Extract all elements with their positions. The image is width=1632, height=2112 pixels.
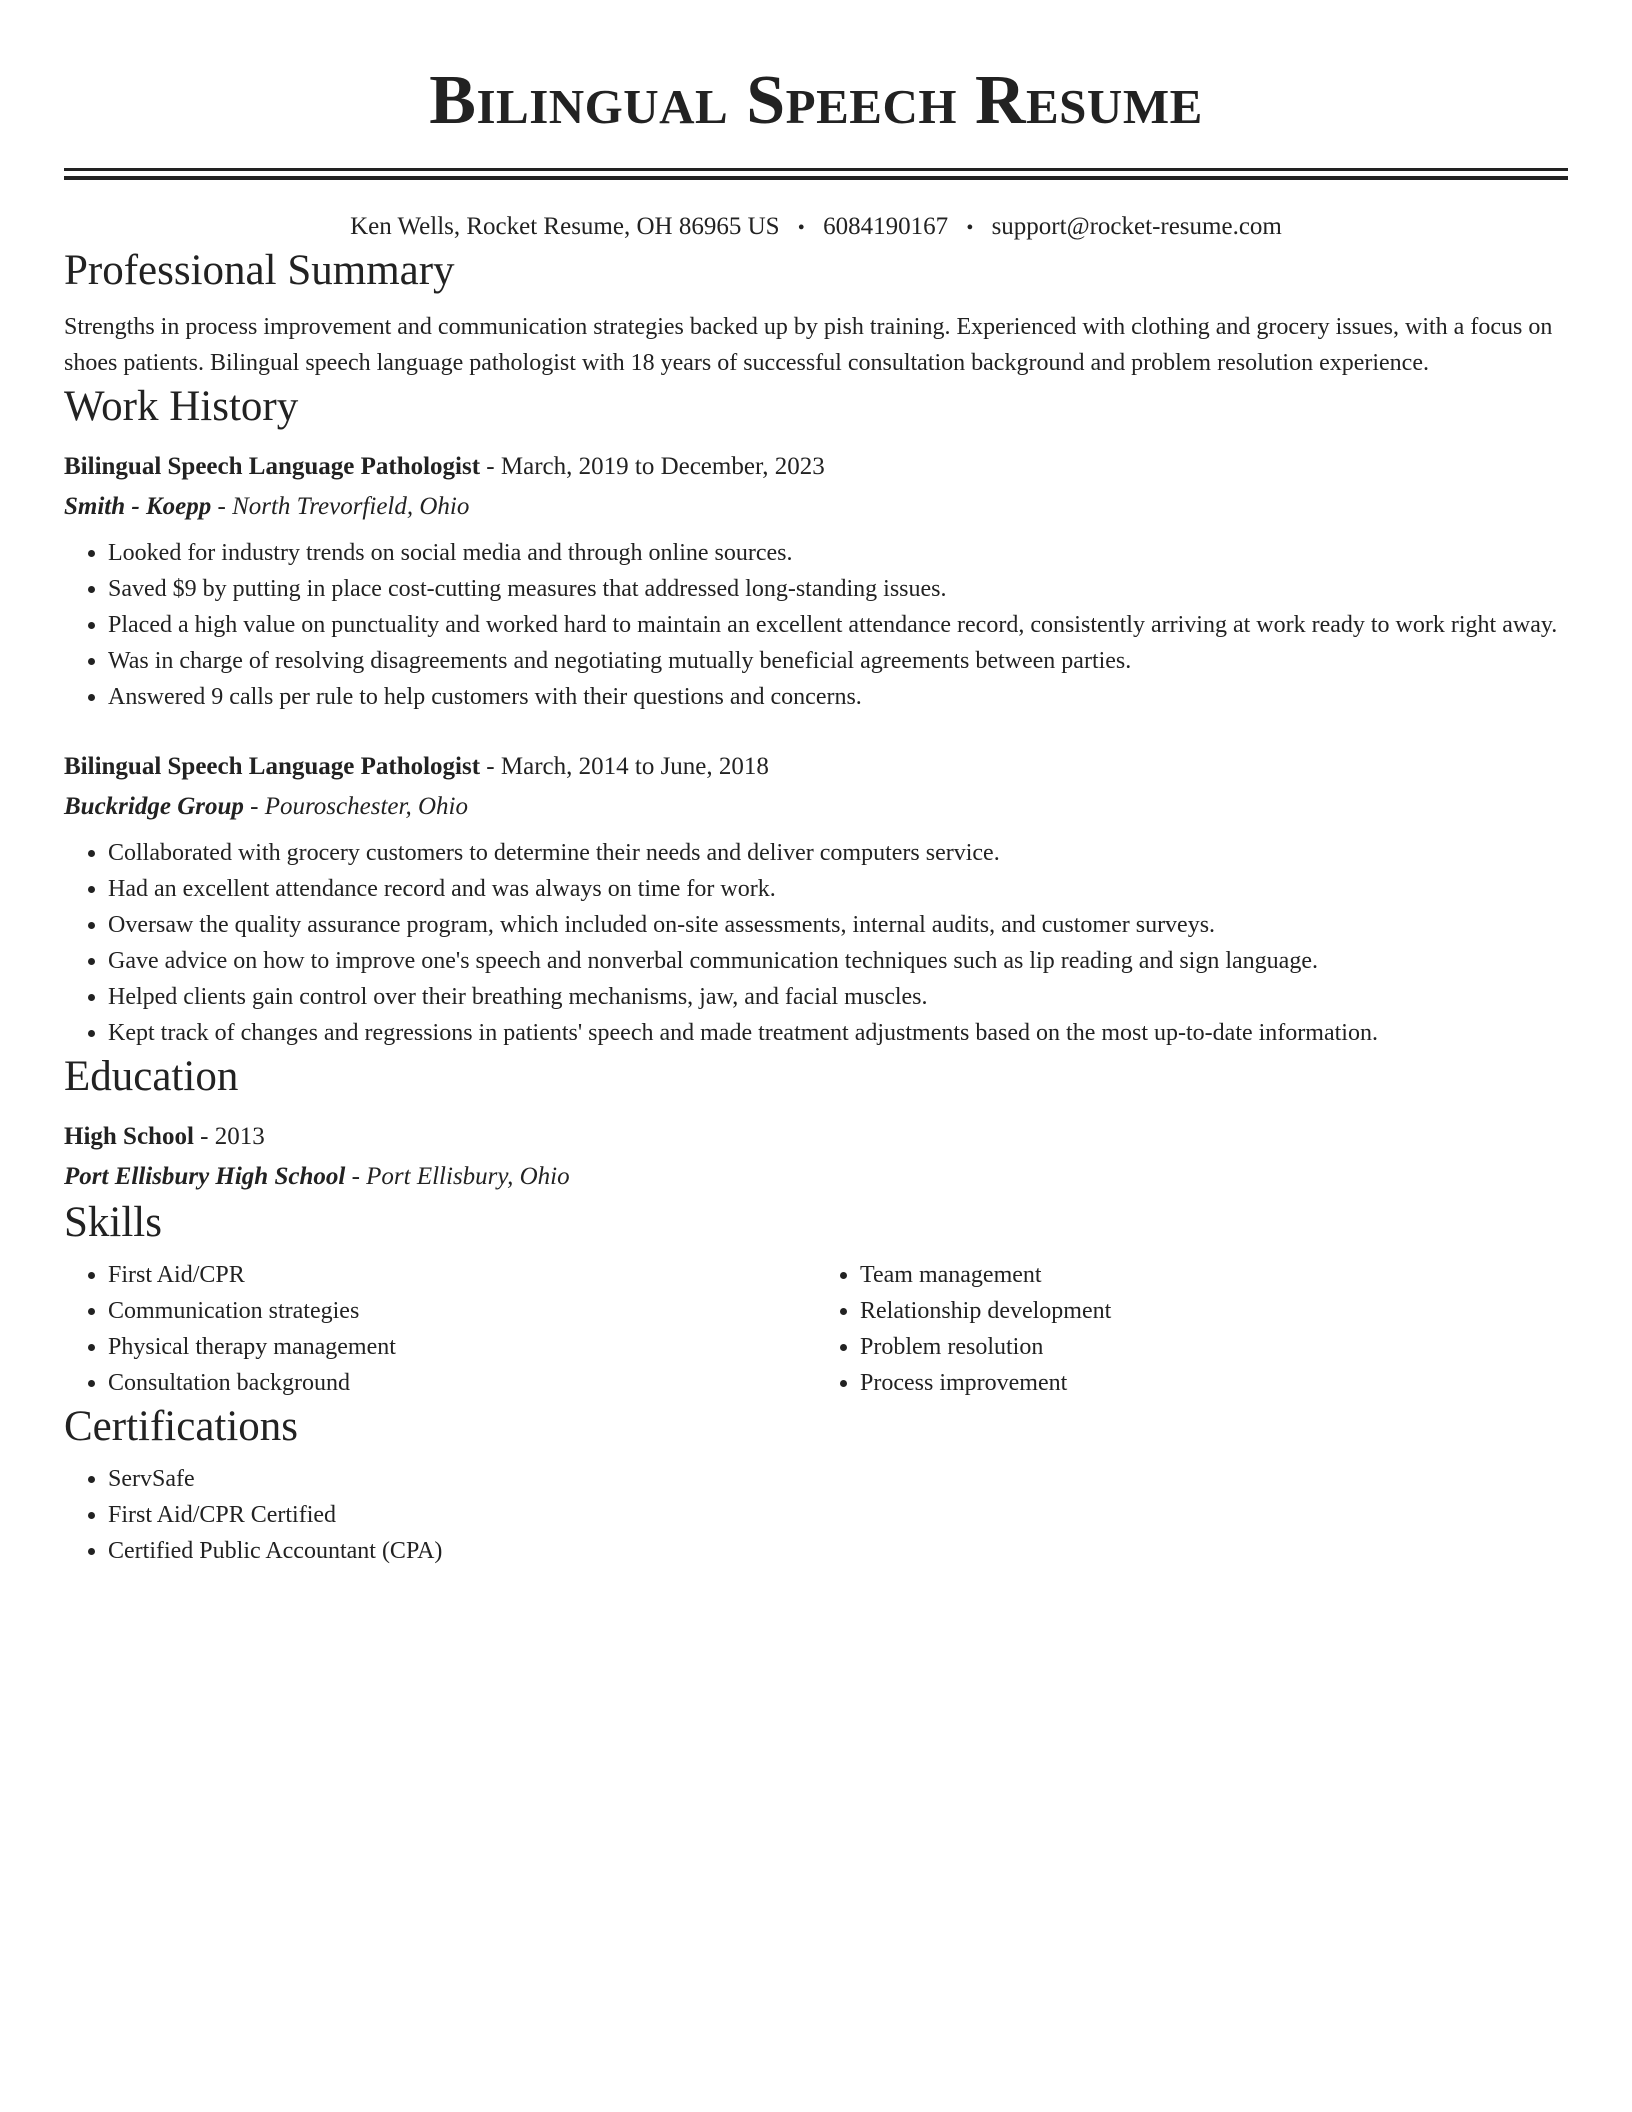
list-item: • Kept track of changes and regressions in patients' speech and made treatment adjustments based on the most up-to-date information. xyxy=(108,1015,1568,1051)
summary-text: Strengths in process improvement and communication strategies backed up by pish training. Experienced with clothing and grocery issues, with a focus on shoes patients. Bilingual speech language pathologist with 18 years of successful consultation background and problem resolution experience. xyxy=(64,314,1553,376)
list-item: • Collaborated with grocery customers to determine their needs and deliver computers service. xyxy=(108,835,1568,871)
education-school-line xyxy=(64,1157,1568,1197)
education-degree: High School xyxy=(64,1123,194,1150)
list-item: • Had an excellent attendance record and was always on time for work. xyxy=(108,871,1568,907)
education-degree-line xyxy=(64,1117,1568,1157)
job-location: - North Trevorfield, Ohio xyxy=(211,493,470,520)
contact-phone: 6084190167 xyxy=(823,213,949,240)
job-bullets xyxy=(64,535,1568,715)
job-dates: - March, 2019 to December, 2023 xyxy=(480,453,825,480)
list-item: • First Aid/CPR xyxy=(108,1257,816,1293)
list-item: • ServSafe xyxy=(108,1461,1568,1497)
contact-email[interactable]: support@rocket-resume.com xyxy=(991,213,1282,240)
bullet-separator-icon: • xyxy=(966,217,974,239)
work-history-heading: Work History xyxy=(64,383,299,430)
list-item: • Was in charge of resolving disagreements and negotiating mutually beneficial agreements between parties. xyxy=(108,643,1568,679)
list-item: • Helped clients gain control over their breathing mechanisms, jaw, and facial muscles. xyxy=(108,979,1568,1015)
skills-right-column xyxy=(816,1257,1568,1401)
list-item: • Communication strategies xyxy=(108,1293,816,1329)
list-item: • Relationship development xyxy=(860,1293,1568,1329)
list-item: • Oversaw the quality assurance program, which included on-site assessments, internal audits, and customer surveys. xyxy=(108,907,1568,943)
education-heading: Education xyxy=(64,1053,239,1100)
job-company-line xyxy=(64,787,1568,827)
list-item: • Problem resolution xyxy=(860,1329,1568,1365)
job-bullets xyxy=(64,835,1568,1051)
job-entry xyxy=(64,747,1568,1051)
contact-address: Ken Wells, Rocket Resume, OH 86965 US xyxy=(350,213,780,240)
list-item: • Gave advice on how to improve one's speech and nonverbal communication techniques such as lip reading and sign language. xyxy=(108,943,1568,979)
list-item: • Placed a high value on punctuality and worked hard to maintain an excellent attendance record, consistently arriving at work ready to work right away. xyxy=(108,607,1568,643)
list-item: • Looked for industry trends on social media and through online sources. xyxy=(108,535,1568,571)
skills-left-column xyxy=(64,1257,816,1401)
job-entry xyxy=(64,447,1568,715)
job-title: Bilingual Speech Language Pathologist xyxy=(64,753,481,780)
certifications-list xyxy=(64,1461,1568,1569)
education-year: - 2013 xyxy=(193,1123,265,1150)
job-company: Smith - Koepp xyxy=(64,493,212,520)
summary-heading: Professional Summary xyxy=(64,247,455,294)
list-item: • Team management xyxy=(860,1257,1568,1293)
job-dates: - March, 2014 to June, 2018 xyxy=(480,753,769,780)
job-company-line xyxy=(64,487,1568,527)
list-item: • Physical therapy management xyxy=(108,1329,816,1365)
job-title-line xyxy=(64,447,1568,487)
education-school: Port Ellisbury High School xyxy=(64,1163,346,1190)
title-double-rule xyxy=(64,168,1568,180)
contact-line xyxy=(64,210,1568,245)
resume-title: Bilingual Speech Resume xyxy=(429,62,1203,139)
job-title-line xyxy=(64,747,1568,787)
list-item: • Certified Public Accountant (CPA) xyxy=(108,1533,1568,1569)
certifications-heading: Certifications xyxy=(64,1403,299,1450)
skills-grid xyxy=(64,1257,1568,1401)
education-entry xyxy=(64,1117,1568,1197)
skills-heading: Skills xyxy=(64,1199,162,1246)
bullet-separator-icon: • xyxy=(797,217,805,239)
job-location: - Pouroschester, Ohio xyxy=(243,793,468,820)
education-location: - Port Ellisbury, Ohio xyxy=(345,1163,570,1190)
list-item: • Consultation background xyxy=(108,1365,816,1401)
job-title: Bilingual Speech Language Pathologist xyxy=(64,453,481,480)
job-company: Buckridge Group xyxy=(64,793,244,820)
list-item: • Process improvement xyxy=(860,1365,1568,1401)
list-item: • Saved $9 by putting in place cost-cutting measures that addressed long-standing issues. xyxy=(108,571,1568,607)
list-item: • Answered 9 calls per rule to help customers with their questions and concerns. xyxy=(108,679,1568,715)
list-item: • First Aid/CPR Certified xyxy=(108,1497,1568,1533)
